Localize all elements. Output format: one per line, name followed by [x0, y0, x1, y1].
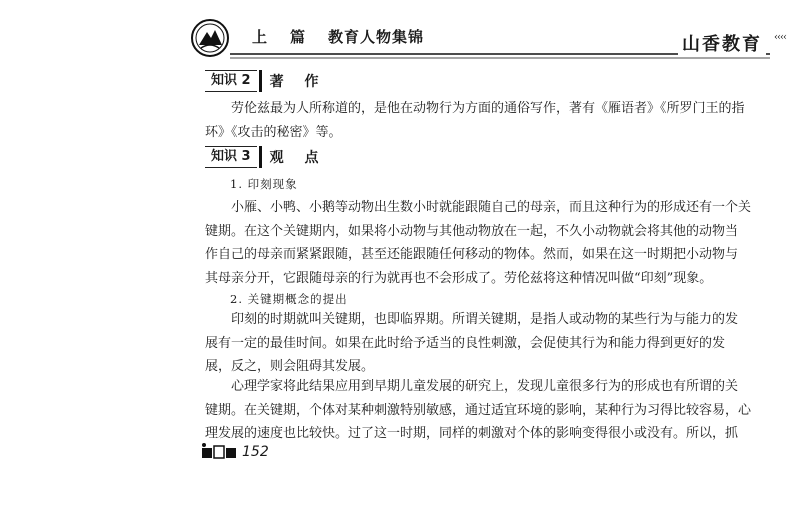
page-header — [190, 18, 790, 58]
text-line: 展有一定的最佳时间。如果在此时给予适当的良性刺激，会促使其行为和能力得到更好的发 — [205, 335, 726, 351]
text-line: 键期。在这个关键期内，如果将小动物与其他动物放在一起，不久小动物就会将其他的动物当 — [205, 223, 739, 239]
text-line: 劳伦兹最为人所称道的，是他在动物行为方面的通俗写作，著有《雁语者》《所罗门王的指 — [231, 101, 745, 116]
text-line: 理发展的速度也比较快。过了这一时期，同样的刺激对个体的影响变得很小或没有。所以，抓 — [205, 426, 739, 441]
text-line: 展，反之，则会阻碍其发展。 — [205, 359, 375, 374]
header-part: 上 — [252, 28, 269, 46]
text-line: 键期。在关键期，个体对某种刺激特别敏感，通过适宜环境的影响，某种行为习得比较容易，心 — [205, 402, 752, 418]
page-number: 152 — [242, 444, 269, 460]
critical-period-paragraph — [205, 308, 755, 379]
section-number: 知识 3 — [205, 146, 257, 168]
brand-name: 山香教育 — [678, 30, 766, 56]
text-line: 心理学家将此结果应用到早期儿童发展的研究上，发现儿童很多行为的形成也有所谓的关 — [231, 379, 739, 394]
text-line: 小雁、小鸭、小鹅等动物出生数小时就能跟随自己的母亲，而且这种行为的形成还有一个关 — [231, 200, 752, 215]
footer-ornament-icon — [200, 442, 240, 462]
text-line: 环》《攻击的秘密》等。 — [205, 124, 342, 140]
text-line: 印刻的时期就叫关键期，也即临界期。所谓关键期，是指人或动物的某些行为与能力的发 — [231, 312, 739, 327]
section-heading-works — [205, 70, 326, 92]
publisher-logo-icon — [190, 18, 230, 58]
section-heading-views — [205, 146, 326, 168]
chapter-header — [252, 26, 424, 47]
works-paragraph — [205, 97, 755, 144]
page-footer — [200, 440, 269, 464]
text-line: 作自己的母亲而紧紧跟随，甚至还能跟随任何移动的物体。然而，如果在这一时期把小动物与 — [205, 247, 739, 262]
subheading-imprinting: 1. 印刻现象 — [230, 177, 298, 191]
section-title: 著 作 — [269, 74, 327, 90]
section-title: 观 点 — [269, 150, 327, 166]
brand-ornament: ‹‹‹‹ — [774, 32, 786, 43]
subheading-critical-period: 2. 关键期概念的提出 — [230, 292, 348, 306]
psychology-paragraph — [205, 375, 755, 446]
section-divider — [259, 146, 262, 168]
text-line: 其母亲分开，它跟随母亲的行为就再也不会形成了。劳伦兹将这种情况叫做“印刻”现象。 — [205, 270, 713, 286]
section-number: 知识 2 — [205, 70, 257, 92]
section-divider — [259, 70, 262, 92]
imprinting-paragraph — [205, 196, 755, 290]
header-chapter-title: 教育人物集锦 — [328, 28, 425, 46]
header-part-label: 篇 — [290, 28, 307, 46]
